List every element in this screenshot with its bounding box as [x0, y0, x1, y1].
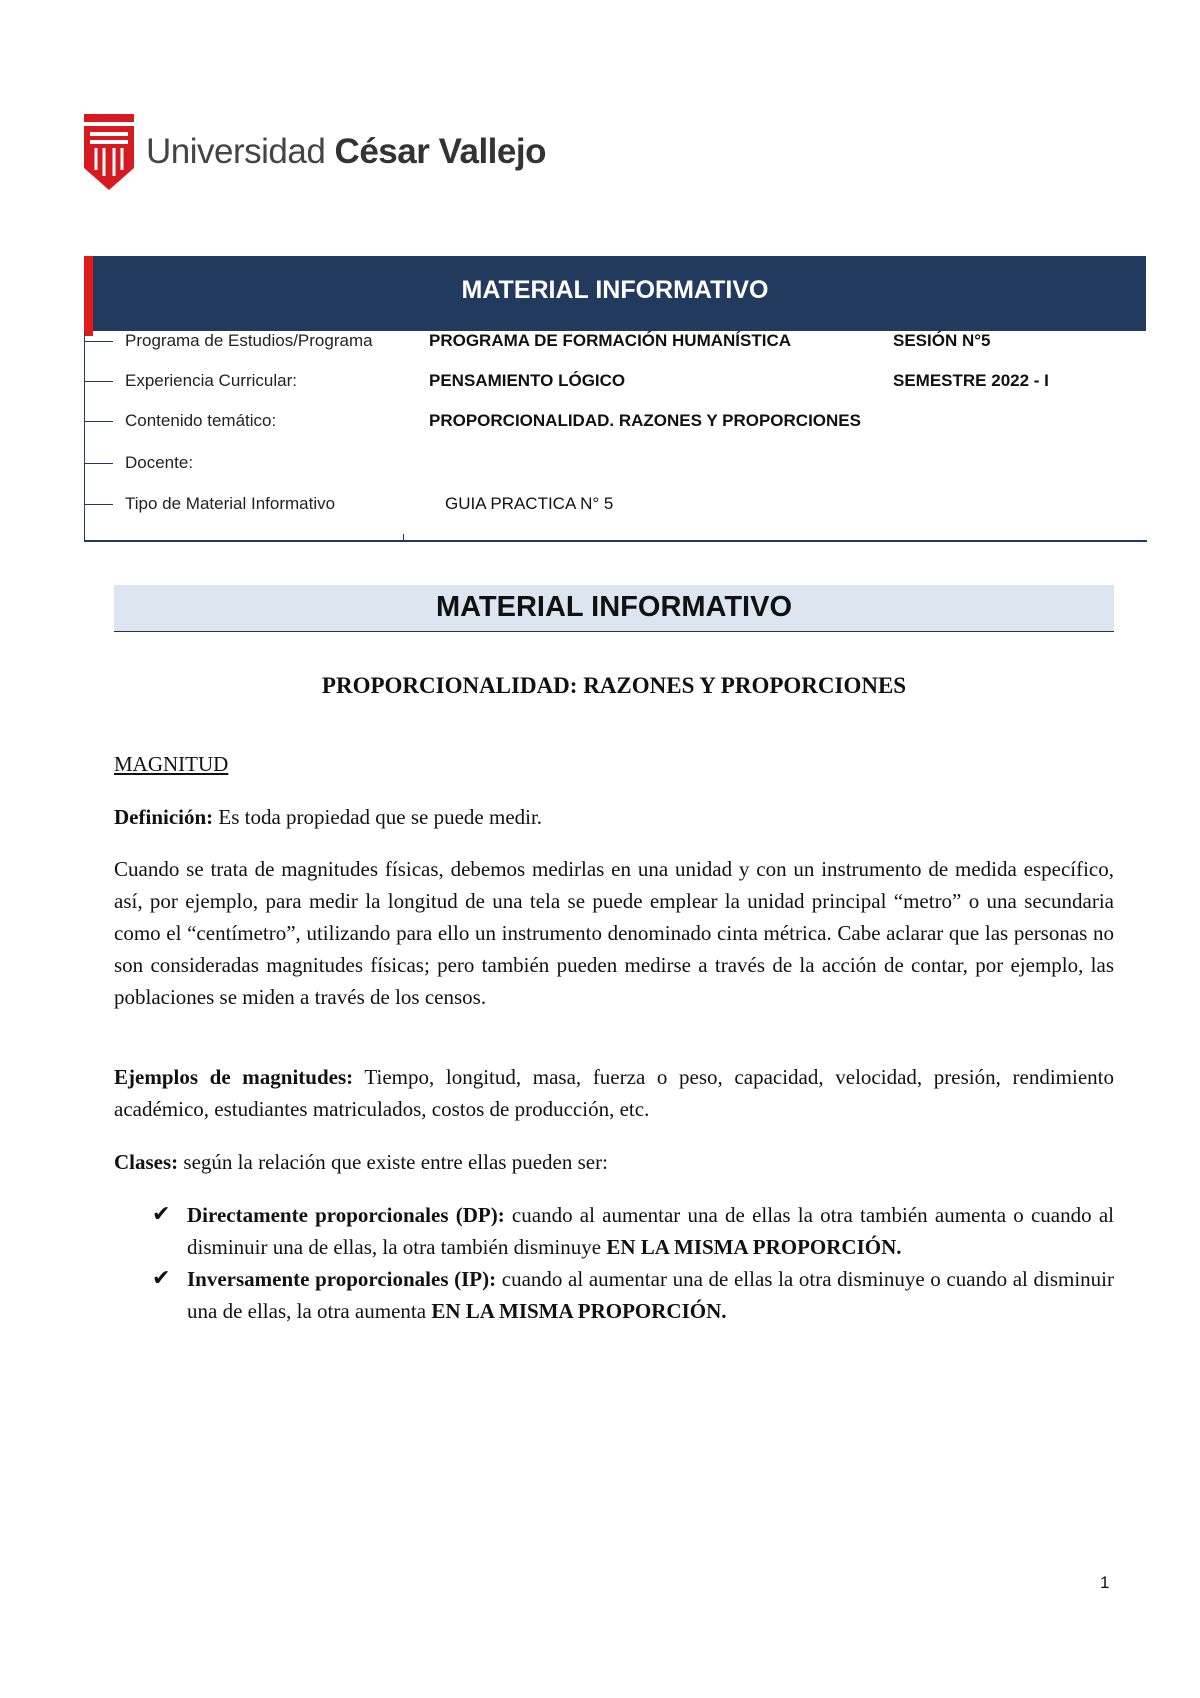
clases-paragraph — [114, 1146, 1114, 1178]
clases-list — [114, 1199, 1114, 1327]
logo-text — [146, 132, 546, 172]
row-marker — [85, 504, 113, 505]
magnitud-heading — [114, 748, 1114, 780]
info-table — [84, 331, 1147, 542]
section-heading-box — [114, 585, 1114, 632]
ucv-shield-icon — [84, 114, 134, 190]
header-banner — [84, 256, 1146, 331]
list-item-ip — [114, 1263, 1114, 1327]
check-icon: ✔ — [152, 1266, 171, 1291]
banner-title: MATERIAL INFORMATIVO — [461, 276, 769, 304]
info-session: SESIÓN N°5 — [893, 331, 991, 350]
ejemplos-paragraph — [114, 1061, 1114, 1125]
table-divider — [403, 534, 404, 542]
clases-text: según la relación que existe entre ellas pueden ser: — [178, 1150, 608, 1174]
info-label: Programa de Estudios/Programa — [125, 331, 373, 350]
info-label: Tipo de Material Informativo — [125, 494, 336, 513]
clases-label: Clases: — [114, 1150, 179, 1174]
logo-text-regular: Universidad — [146, 132, 335, 171]
ip-label: Inversamente proporcionales (IP): — [187, 1267, 497, 1291]
info-label: Experiencia Curricular: — [125, 371, 297, 390]
logo-text-bold: César Vallejo — [334, 132, 546, 171]
ip-text: cuando al aumentar una de ellas la otra disminuye o cuando al disminuir una de ellas, la otra aumenta — [187, 1267, 1114, 1323]
document-title: PROPORCIONALIDAD: RAZONES Y PROPORCIONES — [321, 673, 907, 698]
dp-text: cuando al aumentar una de ellas la otra también aumenta o cuando al disminuir una de ellas, la otra también disminuye — [187, 1203, 1114, 1259]
magnitud-heading-text: MAGNITUD — [114, 752, 229, 776]
info-value: PROPORCIONALIDAD. RAZONES Y PROPORCIONES — [429, 411, 861, 430]
list-item-dp — [114, 1199, 1114, 1263]
definicion-label: Definición: — [114, 805, 214, 829]
info-row-contenido — [85, 411, 1147, 451]
row-marker — [85, 341, 113, 342]
ejemplos-text: Tiempo, longitud, masa, fuerza o peso, capacidad, velocidad, presión, rendimiento académico, estudiantes matriculados, costos de producción, etc. — [114, 1065, 1114, 1121]
page-number: 1 — [1100, 1573, 1110, 1592]
dp-emphasis: EN LA MISMA PROPORCIÓN. — [606, 1235, 902, 1259]
section-heading: MATERIAL INFORMATIVO — [435, 591, 793, 623]
info-row-tipo — [85, 494, 1147, 534]
row-marker — [85, 463, 113, 464]
info-value: PENSAMIENTO LÓGICO — [429, 371, 626, 390]
check-icon: ✔ — [152, 1202, 171, 1227]
info-semester: SEMESTRE 2022 - I — [893, 371, 1049, 390]
row-marker — [85, 421, 113, 422]
row-marker — [85, 381, 113, 382]
info-label: Docente: — [125, 453, 194, 472]
info-label: Contenido temático: — [125, 411, 277, 430]
ejemplos-label: Ejemplos de magnitudes: — [114, 1065, 354, 1089]
info-row-docente — [85, 453, 1147, 493]
paragraph-1: Cuando se trata de magnitudes físicas, debemos medirlas en una unidad y con un instrumento de medida específico, así, por ejemplo, para medir la longitud de una tela se puede emplear la unidad principal “metro” o una secundaria como el “centímetro”, utilizando para ello un instrumento denominado cinta métrica. Cabe aclarar que las personas no son consideradas magnitudes físicas; pero también pueden medirse a través de la acción de contar, por ejemplo, las poblaciones se miden a través de los censos. — [114, 857, 1114, 1009]
info-row-experiencia — [85, 371, 1147, 411]
dp-label: Directamente proporcionales (DP): — [187, 1203, 505, 1227]
info-value: PROGRAMA DE FORMACIÓN HUMANÍSTICA — [429, 331, 792, 350]
info-value: GUIA PRACTICA N° 5 — [445, 494, 614, 513]
definicion-paragraph — [114, 801, 1114, 833]
definicion-text: Es toda propiedad que se puede medir. — [213, 805, 543, 829]
ip-emphasis: EN LA MISMA PROPORCIÓN. — [431, 1299, 727, 1323]
info-row-programa — [85, 331, 1147, 371]
university-logo — [84, 112, 546, 192]
